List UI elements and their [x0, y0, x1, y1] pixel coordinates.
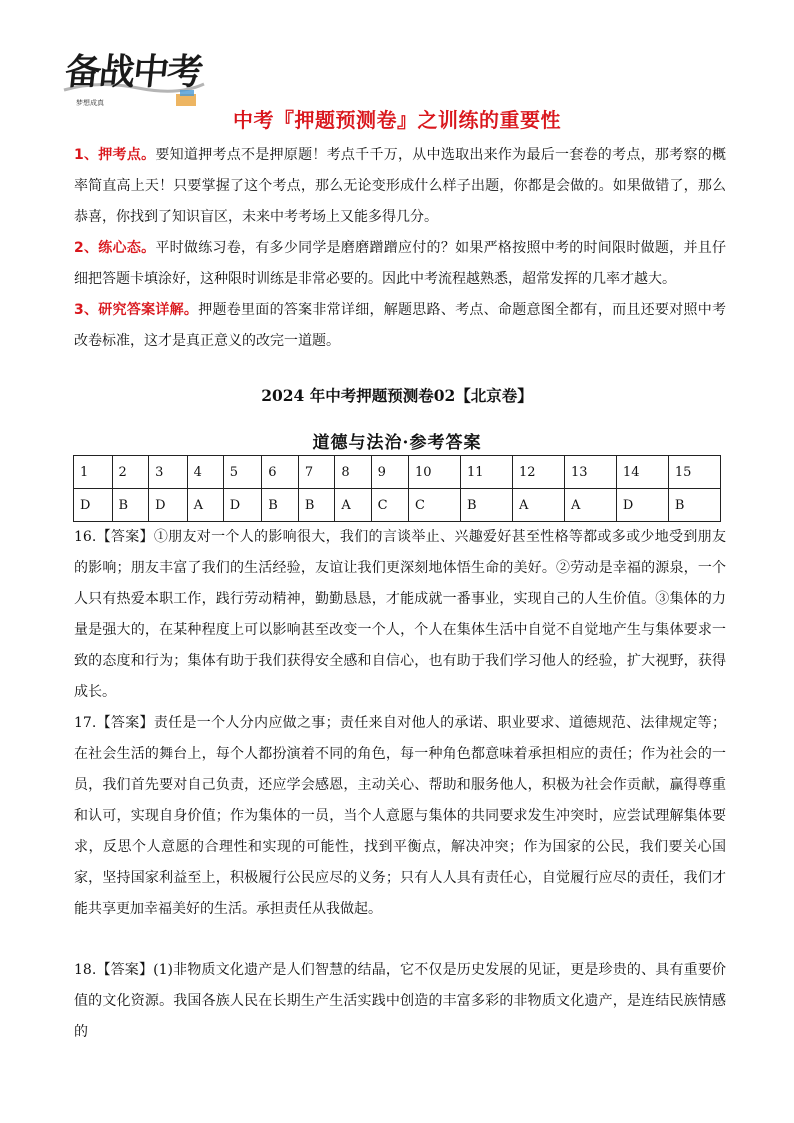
- table-cell: 11: [460, 456, 512, 489]
- table-cell: 9: [371, 456, 408, 489]
- logo: [58, 50, 208, 112]
- table-cell: 14: [616, 456, 668, 489]
- table-cell: 8: [335, 456, 371, 489]
- table-cell: B: [112, 489, 149, 522]
- table-cell: 4: [187, 456, 223, 489]
- intro-text-2: 平时做练习卷，有多少同学是磨磨蹭蹭应付的？如果严格按照中考的时间限时做题，并且仔细把答题卡填涂好，这种限时训练是非常必要的。因此中考流程越熟悉，超常发挥的几率才越大。: [74, 240, 726, 287]
- intro-label-1: 1、押考点。: [74, 147, 156, 163]
- intro-section: [74, 140, 726, 357]
- table-cell: A: [564, 489, 616, 522]
- spacer: [74, 925, 726, 955]
- table-cell: 15: [668, 456, 720, 489]
- intro-point-2: [74, 233, 726, 295]
- table-cell: B: [460, 489, 512, 522]
- answer-table: [73, 455, 721, 522]
- intro-label-2: 2、练心态。: [74, 240, 156, 256]
- table-cell: 3: [149, 456, 188, 489]
- table-cell: D: [149, 489, 188, 522]
- exam-title: 2024 年中考押题预测卷02【北京卷】: [261, 386, 533, 405]
- table-cell: C: [371, 489, 408, 522]
- intro-point-1: [74, 140, 726, 233]
- intro-text-3: 押题卷里面的答案非常详细，解题思路、考点、命题意图全都有，而且还要对照中考改卷标准，这才是真正意义的改完一道题。: [74, 302, 727, 349]
- table-cell: 2: [112, 456, 149, 489]
- table-cell: D: [223, 489, 262, 522]
- intro-label-3: 3、研究答案详解。: [74, 302, 199, 318]
- answer-16: 16.【答案】①朋友对一个人的影响很大，我们的言谈举止、兴趣爱好甚至性格等都或多或少地受到朋友的影响；朋友丰富了我们的生活经验，友谊让我们更深刻地体悟生命的美好。②劳动是幸福的源泉，一个人只有热爱本职工作，践行劳动精神，勤勤恳恳，才能成就一番事业，实现自己的人生价值。③集体的力量是强大的，在某种程度上可以影响甚至改变一个人，个人在集体生活中自觉不自觉地产生与集体要求一致的态度和行为；集体有助于我们获得安全感和自信心，也有助于我们学习他人的经验，扩大视野，获得成长。: [74, 529, 726, 700]
- table-cell: C: [408, 489, 460, 522]
- answer-17: 17.【答案】责任是一个人分内应做之事；责任来自对他人的承诺、职业要求、道德规范、法律规定等；在社会生活的舞台上，每个人都扮演着不同的角色，每一种角色都意味着承担相应的责任；作为社会的一员，我们首先要对自己负责，还应学会感恩，主动关心、帮助和服务他人，积极为社会作贡献，赢得尊重和认可，实现自身价值；作为集体的一员，当个人意愿与集体的共同要求发生冲突时，应尝试理解集体要求，反思个人意愿的合理性和实现的可能性，找到平衡点，解决冲突；作为国家的公民，我们要关心国家，坚持国家利益至上，积极履行公民应尽的义务；只有人人具有责任心，自觉履行应尽的责任，我们才能共享更加幸福美好的生活。承担责任从我做起。: [74, 715, 726, 917]
- table-cell: B: [262, 489, 299, 522]
- intro-point-3: [74, 295, 726, 357]
- answers-section: [74, 522, 726, 1048]
- table-cell: 7: [298, 456, 335, 489]
- answer-key-title: 道德与法治·参考答案: [312, 433, 482, 453]
- table-cell: 13: [564, 456, 616, 489]
- table-row-answers: [74, 489, 721, 522]
- logo-text: 备战中考: [62, 52, 204, 93]
- table-cell: B: [668, 489, 720, 522]
- table-cell: A: [187, 489, 223, 522]
- table-cell: D: [616, 489, 668, 522]
- table-cell: 12: [512, 456, 564, 489]
- table-cell: 1: [74, 456, 113, 489]
- page-title: 中考『押题预测卷』之训练的重要性: [233, 108, 561, 132]
- table-cell: A: [335, 489, 371, 522]
- table-row-numbers: [74, 456, 721, 489]
- table-cell: D: [74, 489, 113, 522]
- logo-subtext: 梦想成真: [76, 99, 104, 107]
- table-cell: 5: [223, 456, 262, 489]
- answer-18: 18.【答案】(1)非物质文化遗产是人们智慧的结晶，它不仅是历史发展的见证，更是珍贵的、具有重要价值的文化资源。我国各族人民在长期生产生活实践中创造的丰富多彩的非物质文化遗产，是连结民族情感的: [74, 962, 726, 1040]
- table-cell: 10: [408, 456, 460, 489]
- table-cell: A: [512, 489, 564, 522]
- table-cell: B: [298, 489, 335, 522]
- intro-text-1: 要知道押考点不是押原题！考点千千万，从中选取出来作为最后一套卷的考点，那考察的概率简直高上天！只要掌握了这个考点，那么无论变形成什么样子出题，你都是会做的。如果做错了，那么恭喜，你找到了知识盲区，未来中考考场上又能多得几分。: [74, 147, 726, 225]
- table-cell: 6: [262, 456, 299, 489]
